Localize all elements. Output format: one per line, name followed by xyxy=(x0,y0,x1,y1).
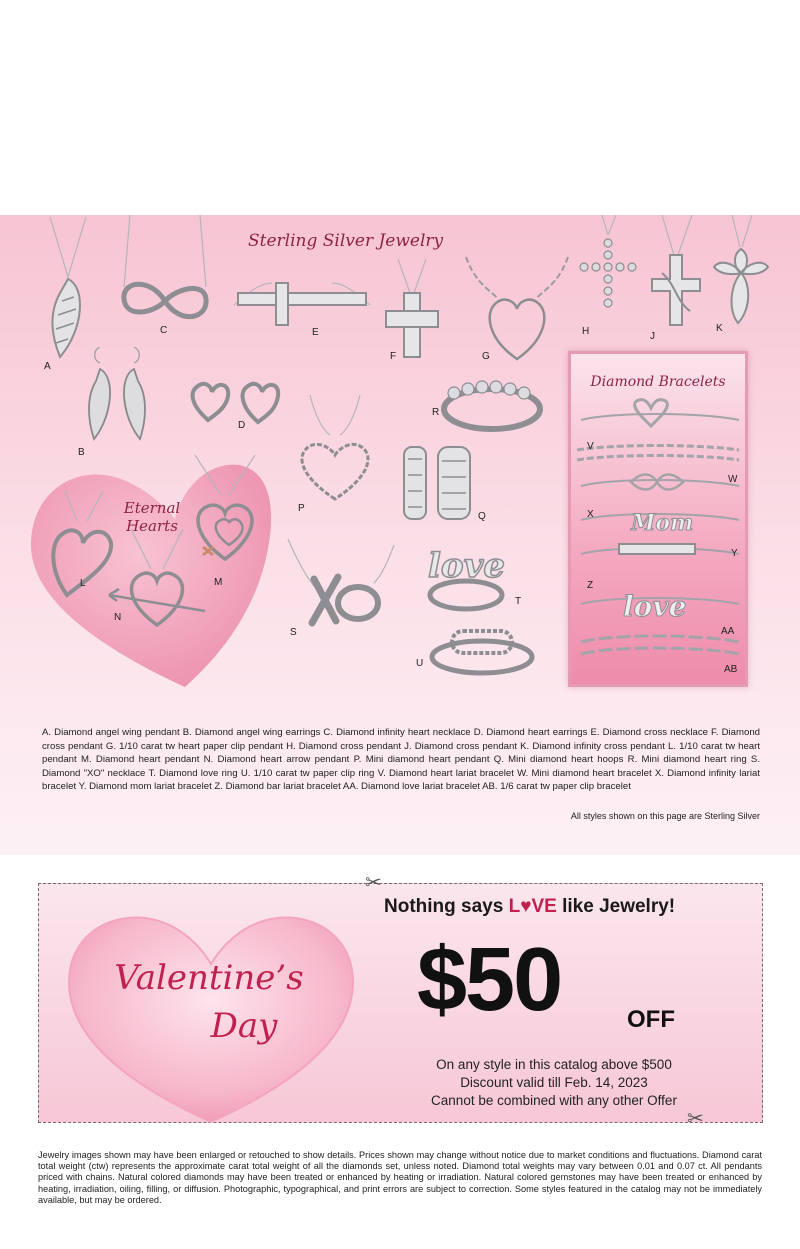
item-e-cross-necklace-image xyxy=(232,253,372,333)
diamond-bracelets-panel xyxy=(568,351,748,687)
item-letter: W xyxy=(728,474,738,485)
love-word xyxy=(509,896,557,917)
section-title: Sterling Silver Jewelry xyxy=(248,231,444,251)
terms-line: Discount valid till Feb. 14, 2023 xyxy=(460,1075,648,1090)
item-h-cross-pendant-image xyxy=(578,215,638,325)
item-b-angel-wing-earrings-image xyxy=(82,347,157,447)
item-descriptions: A. Diamond angel wing pendant B. Diamond angel wing earrings C. Diamond infinity heart necklace D. Diamond heart earrings E. Diamond cross necklace F. Diamond cross pendant G. 1/10 carat tw heart paper clip pendant H. Diamond cross pendant J. Diamond cross pendant K. Diamond infinity cross pendant L. 1/10 carat tw heart pendant M. Diamond heart pendant N. Diamond heart arrow pendant P. Mini diamond heart pendant Q. Mini diamond heart hoops R. Mini diamond heart ring S. Diamond "XO" necklace T. Diamond love ring U. 1/10 carat tw paper clip ring V. Diamond heart lariat bracelet W. Mini diamond heart bracelet X. Diamond infinity lariat bracelet Y. Diamond mom lariat bracelet Z. Diamond bar lariat bracelet AA. Diamond love lariat bracelet AB. 1/6 carat tw paper clip bracelet xyxy=(42,727,760,792)
item-q-heart-hoops-image xyxy=(398,443,478,523)
sterling-silver-note: All styles shown on this page are Sterling Silver xyxy=(570,811,760,821)
item-letter: Y xyxy=(731,548,738,559)
heart-icon: ♥ xyxy=(520,896,532,917)
item-k-infinity-cross-pendant-image xyxy=(708,215,774,327)
item-letter: M xyxy=(214,577,223,588)
item-g-heart-paper-clip-pendant-image xyxy=(462,255,572,365)
tagline-prefix: Nothing says xyxy=(384,896,509,917)
discount-off-label: OFF xyxy=(627,1006,675,1033)
item-letter: A xyxy=(44,361,51,372)
item-letter: E xyxy=(312,327,319,338)
item-c-infinity-heart-necklace-image xyxy=(110,215,220,330)
item-a-angel-wing-pendant-image xyxy=(38,217,98,362)
item-letter: B xyxy=(78,447,85,458)
love-letters-ve: VE xyxy=(531,896,557,917)
item-u-paper-clip-ring-image xyxy=(426,623,536,678)
valentines-coupon xyxy=(38,872,763,1130)
legal-disclaimer: Jewelry images shown may have been enlarged or retouched to show details. Prices shown may change without notice due to market conditions and fluctuations. Diamond carat total weight (ctw) represents the approximate carat total weight of all the diamonds set, unless noted. Diamond total weights may vary between 0.01 and 0.07 ct. All pendants priced with chains. Natural colored diamonds may have been treated or enhanced by heating or irradiation. Natural colored gemstones may have been treated or enhanced by heating, irradiation, oiling, filling, or diffusion. Photographic, typographical, and print errors are subject to correction. Some styles featured in the catalog may not be immediately available, but may be ordered. xyxy=(38,1150,762,1205)
item-letter: R xyxy=(432,407,440,418)
scissors-icon: ✂ xyxy=(687,1108,704,1130)
coupon-tagline xyxy=(384,896,675,918)
item-letter: K xyxy=(716,323,723,334)
valentines-day-heading xyxy=(79,954,339,1050)
bracelet-love-text: love xyxy=(623,590,687,623)
item-letter: L xyxy=(80,578,86,589)
item-letter: J xyxy=(650,331,655,342)
catalog-panel xyxy=(0,215,800,855)
item-letter: N xyxy=(114,612,122,623)
item-letter: P xyxy=(298,503,305,514)
scissors-icon: ✂ xyxy=(365,872,382,894)
tagline-suffix: like Jewelry! xyxy=(556,896,676,917)
item-p-mini-heart-pendant-image xyxy=(290,395,380,505)
love-letter-l: L xyxy=(508,896,521,917)
item-letter: U xyxy=(416,658,424,669)
item-letter: AB xyxy=(724,664,738,675)
heading-line-valentines: Valentine’s xyxy=(114,958,304,998)
item-letter: C xyxy=(160,325,168,336)
item-f-cross-pendant-image xyxy=(382,259,442,359)
item-s-xo-necklace-image xyxy=(286,537,396,627)
diamond-bracelets-title: Diamond Bracelets xyxy=(590,374,726,390)
item-d-heart-earrings-image xyxy=(186,370,286,430)
item-letter: AA xyxy=(721,626,735,637)
item-letter: X xyxy=(587,509,594,520)
item-letter: S xyxy=(290,627,297,638)
item-letter: V xyxy=(587,441,594,452)
terms-line: On any style in this catalog above $500 xyxy=(436,1057,672,1072)
terms-line: Cannot be combined with any other Offer xyxy=(431,1093,677,1108)
item-m-heart-pendant-image xyxy=(185,455,265,565)
heading-line-day: Day xyxy=(210,1006,278,1046)
item-letter: G xyxy=(482,351,490,362)
item-j-cross-pendant-image xyxy=(648,215,704,330)
discount-amount: $50 xyxy=(417,930,562,1030)
item-letter: D xyxy=(238,420,246,431)
item-letter: Z xyxy=(587,580,594,591)
eternal-hearts-panel xyxy=(25,455,275,690)
bracelets-illustration xyxy=(571,354,745,684)
coupon-terms xyxy=(389,1056,719,1110)
item-r-mini-heart-ring-image xyxy=(440,375,545,435)
item-letter: F xyxy=(390,351,397,362)
eternal-hearts-title: Eternal Hearts xyxy=(123,499,181,535)
ring-love-text: love xyxy=(428,546,505,586)
bracelet-mom-text: Mom xyxy=(631,510,694,536)
item-letter: H xyxy=(582,326,590,337)
item-letter: T xyxy=(515,596,522,607)
item-letter: Q xyxy=(478,511,486,522)
